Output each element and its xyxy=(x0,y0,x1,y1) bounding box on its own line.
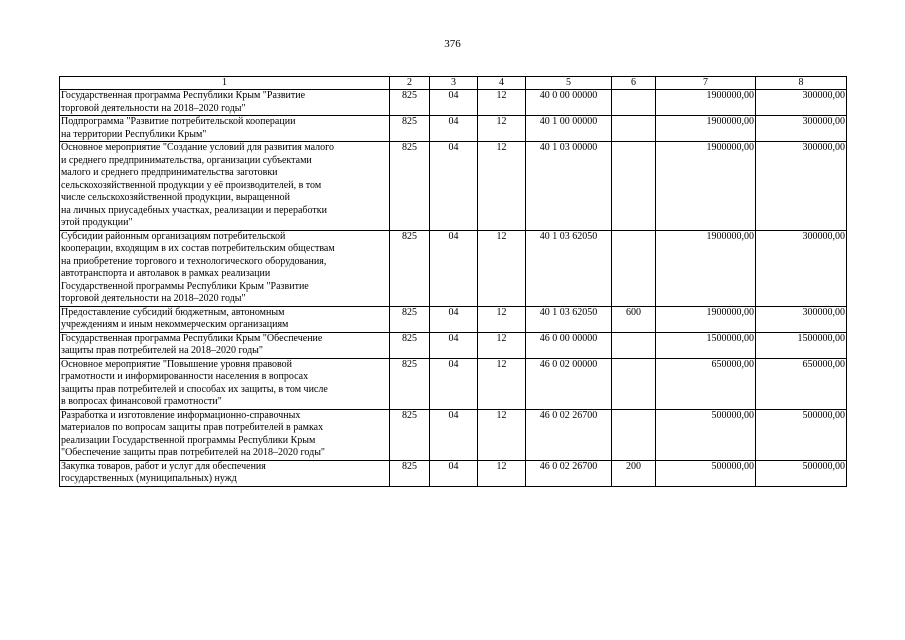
col-header-8: 8 xyxy=(756,77,847,90)
col-header-5: 5 xyxy=(526,77,612,90)
row-code-target: 46 0 02 00000 xyxy=(526,358,612,409)
row-code-subsection: 12 xyxy=(478,332,526,358)
row-code-expense-type xyxy=(612,409,656,460)
row-code-target: 46 0 02 26700 xyxy=(526,409,612,460)
row-amount-col7: 1900000,00 xyxy=(656,142,756,231)
row-amount-col8: 500000,00 xyxy=(756,460,847,486)
table-row xyxy=(60,358,847,409)
page-number: 376 xyxy=(444,38,461,50)
row-code-target: 40 1 03 62050 xyxy=(526,230,612,306)
col-header-6: 6 xyxy=(612,77,656,90)
row-amount-col7: 650000,00 xyxy=(656,358,756,409)
row-code-subsection: 12 xyxy=(478,116,526,142)
table-row xyxy=(60,90,847,116)
row-code-expense-type: 200 xyxy=(612,460,656,486)
row-name: Подпрограмма "Развитие потребительской кооперации на территории Республики Крым" xyxy=(60,116,390,142)
row-code-ministry: 825 xyxy=(390,306,430,332)
row-code-target: 40 1 03 00000 xyxy=(526,142,612,231)
row-code-section: 04 xyxy=(430,409,478,460)
row-amount-col7: 500000,00 xyxy=(656,409,756,460)
row-amount-col8: 500000,00 xyxy=(756,409,847,460)
row-code-section: 04 xyxy=(430,460,478,486)
row-name: Предоставление субсидий бюджетным, автономным учреждениям и иным некоммерческим организациям xyxy=(60,306,390,332)
row-amount-col7: 1900000,00 xyxy=(656,230,756,306)
row-amount-col8: 300000,00 xyxy=(756,142,847,231)
col-header-7: 7 xyxy=(656,77,756,90)
col-header-3: 3 xyxy=(430,77,478,90)
row-code-ministry: 825 xyxy=(390,230,430,306)
row-amount-col8: 650000,00 xyxy=(756,358,847,409)
table-row xyxy=(60,306,847,332)
row-code-section: 04 xyxy=(430,142,478,231)
row-amount-col8: 300000,00 xyxy=(756,230,847,306)
row-name: Закупка товаров, работ и услуг для обеспечения государственных (муниципальных) нужд xyxy=(60,460,390,486)
row-code-target: 40 0 00 00000 xyxy=(526,90,612,116)
row-name: Разработка и изготовление информационно-справочных материалов по вопросам защиты прав потребителей в рамках реализации Государственной программы Республики Крым "Обеспечение защиты прав потребителей на 2018–2020 годы" xyxy=(60,409,390,460)
header-row xyxy=(60,77,847,90)
row-code-target: 46 0 00 00000 xyxy=(526,332,612,358)
row-code-ministry: 825 xyxy=(390,460,430,486)
col-header-2: 2 xyxy=(390,77,430,90)
row-name: Основное мероприятие "Повышение уровня правовой грамотности и информированности населения в вопросах защиты прав потребителей и способах их защиты, в том числе в вопросах финансовой грамотности" xyxy=(60,358,390,409)
row-amount-col7: 1900000,00 xyxy=(656,306,756,332)
row-code-ministry: 825 xyxy=(390,332,430,358)
row-code-section: 04 xyxy=(430,358,478,409)
row-amount-col8: 300000,00 xyxy=(756,90,847,116)
row-code-subsection: 12 xyxy=(478,358,526,409)
table-row xyxy=(60,409,847,460)
row-code-ministry: 825 xyxy=(390,358,430,409)
row-code-section: 04 xyxy=(430,306,478,332)
row-code-expense-type xyxy=(612,332,656,358)
table-row xyxy=(60,230,847,306)
row-code-target: 40 1 00 00000 xyxy=(526,116,612,142)
row-code-expense-type xyxy=(612,90,656,116)
row-code-target: 46 0 02 26700 xyxy=(526,460,612,486)
row-code-ministry: 825 xyxy=(390,116,430,142)
row-code-expense-type xyxy=(612,230,656,306)
row-code-subsection: 12 xyxy=(478,306,526,332)
row-code-subsection: 12 xyxy=(478,90,526,116)
row-code-expense-type xyxy=(612,358,656,409)
row-code-target: 40 1 03 62050 xyxy=(526,306,612,332)
row-amount-col8: 300000,00 xyxy=(756,306,847,332)
row-amount-col7: 1500000,00 xyxy=(656,332,756,358)
row-code-section: 04 xyxy=(430,116,478,142)
row-amount-col8: 300000,00 xyxy=(756,116,847,142)
row-name: Основное мероприятие "Создание условий для развития малого и среднего предпринимательства, организации субъектами малого и среднего предпринимательства заготовки сельскохозяйственной продукции у её производителей, в том числе сельскохозяйственной продукции, выращенной на личных приусадебных участках, реализации и переработки этой продукции" xyxy=(60,142,390,231)
row-code-ministry: 825 xyxy=(390,90,430,116)
row-amount-col8: 1500000,00 xyxy=(756,332,847,358)
row-code-subsection: 12 xyxy=(478,142,526,231)
row-code-section: 04 xyxy=(430,230,478,306)
row-code-subsection: 12 xyxy=(478,460,526,486)
row-amount-col7: 500000,00 xyxy=(656,460,756,486)
row-amount-col7: 1900000,00 xyxy=(656,116,756,142)
row-code-subsection: 12 xyxy=(478,230,526,306)
row-name: Государственная программа Республики Крым "Обеспечение защиты прав потребителей на 2018–2020 годы" xyxy=(60,332,390,358)
table-row xyxy=(60,460,847,486)
row-code-section: 04 xyxy=(430,90,478,116)
row-name: Субсидии районным организациям потребительской кооперации, входящим в их состав потребительским обществам на приобретение торгового и технологического оборудования, автотранспорта и автолавок в рамках реализации Государственной программы Республики Крым "Развитие торговой деятельности на 2018–2020 годы" xyxy=(60,230,390,306)
row-code-subsection: 12 xyxy=(478,409,526,460)
col-header-1: 1 xyxy=(60,77,390,90)
budget-table xyxy=(59,76,847,487)
table-row xyxy=(60,332,847,358)
table-row xyxy=(60,116,847,142)
row-code-expense-type: 600 xyxy=(612,306,656,332)
col-header-4: 4 xyxy=(478,77,526,90)
row-code-ministry: 825 xyxy=(390,142,430,231)
row-amount-col7: 1900000,00 xyxy=(656,90,756,116)
row-code-expense-type xyxy=(612,142,656,231)
row-name: Государственная программа Республики Крым "Развитие торговой деятельности на 2018–2020 годы" xyxy=(60,90,390,116)
table-row xyxy=(60,142,847,231)
row-code-section: 04 xyxy=(430,332,478,358)
row-code-expense-type xyxy=(612,116,656,142)
row-code-ministry: 825 xyxy=(390,409,430,460)
